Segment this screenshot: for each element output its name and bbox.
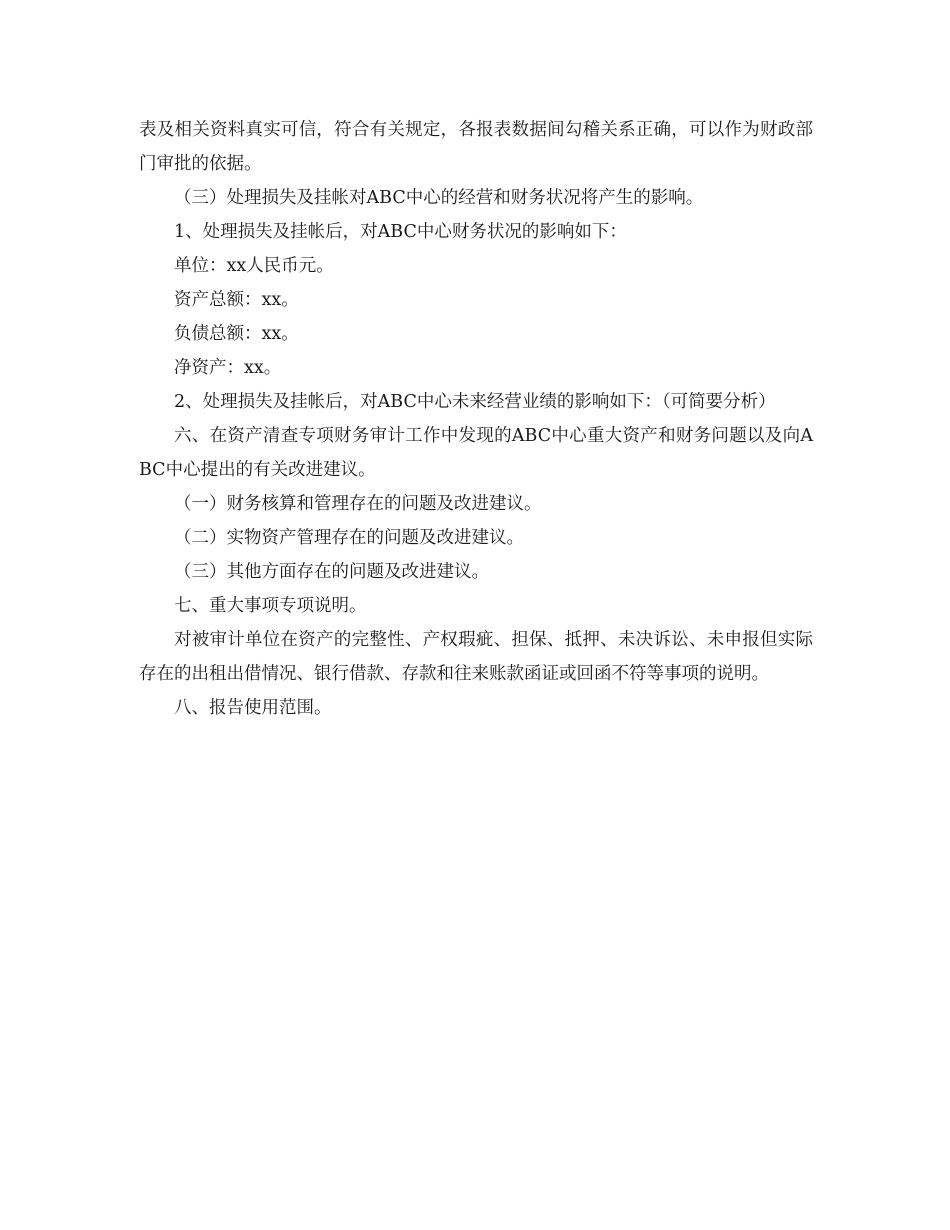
- paragraph-section-7-body: 对被审计单位在资产的完整性、产权瑕疵、担保、抵押、未决诉讼、未申报但实际存在的出租出借情况、银行借款、存款和往来账款函证或回函不符等事项的说明。: [139, 630, 813, 684]
- paragraph-section-3-heading: （三）处理损失及挂帐对ABC中心的经营和财务状况将产生的影响。: [174, 188, 704, 208]
- paragraph-section-8-heading: 八、报告使用范围。: [174, 698, 332, 718]
- paragraph-subsection-2: （二）实物资产管理存在的问题及改进建议。: [174, 528, 524, 548]
- paragraph-unit: 单位：xx人民币元。: [174, 256, 334, 276]
- paragraph-continuation: 表及相关资料真实可信，符合有关规定，各报表数据间勾稽关系正确，可以作为财政部门审批的依据。: [139, 120, 813, 174]
- paragraph-subsection-3: （三）其他方面存在的问题及改进建议。: [174, 562, 489, 582]
- paragraph-total-assets: 资产总额：xx。: [174, 290, 299, 310]
- paragraph-section-6-heading: 六、在资产清查专项财务审计工作中发现的ABC中心重大资产和财务问题以及向ABC中心提出的有关改进建议。: [139, 426, 813, 480]
- document-body: [139, 113, 813, 725]
- paragraph-subsection-1: （一）财务核算和管理存在的问题及改进建议。: [174, 494, 542, 514]
- paragraph-net-assets: 净资产：xx。: [174, 358, 282, 378]
- paragraph-future-performance: 2、处理损失及挂帐后，对ABC中心未来经营业绩的影响如下：（可简要分析）: [174, 392, 776, 412]
- paragraph-section-7-heading: 七、重大事项专项说明。: [174, 596, 367, 616]
- paragraph-total-liabilities: 负债总额：xx。: [174, 324, 299, 344]
- paragraph-financial-impact: 1、处理损失及挂帐后，对ABC中心财务状况的影响如下：: [174, 222, 627, 242]
